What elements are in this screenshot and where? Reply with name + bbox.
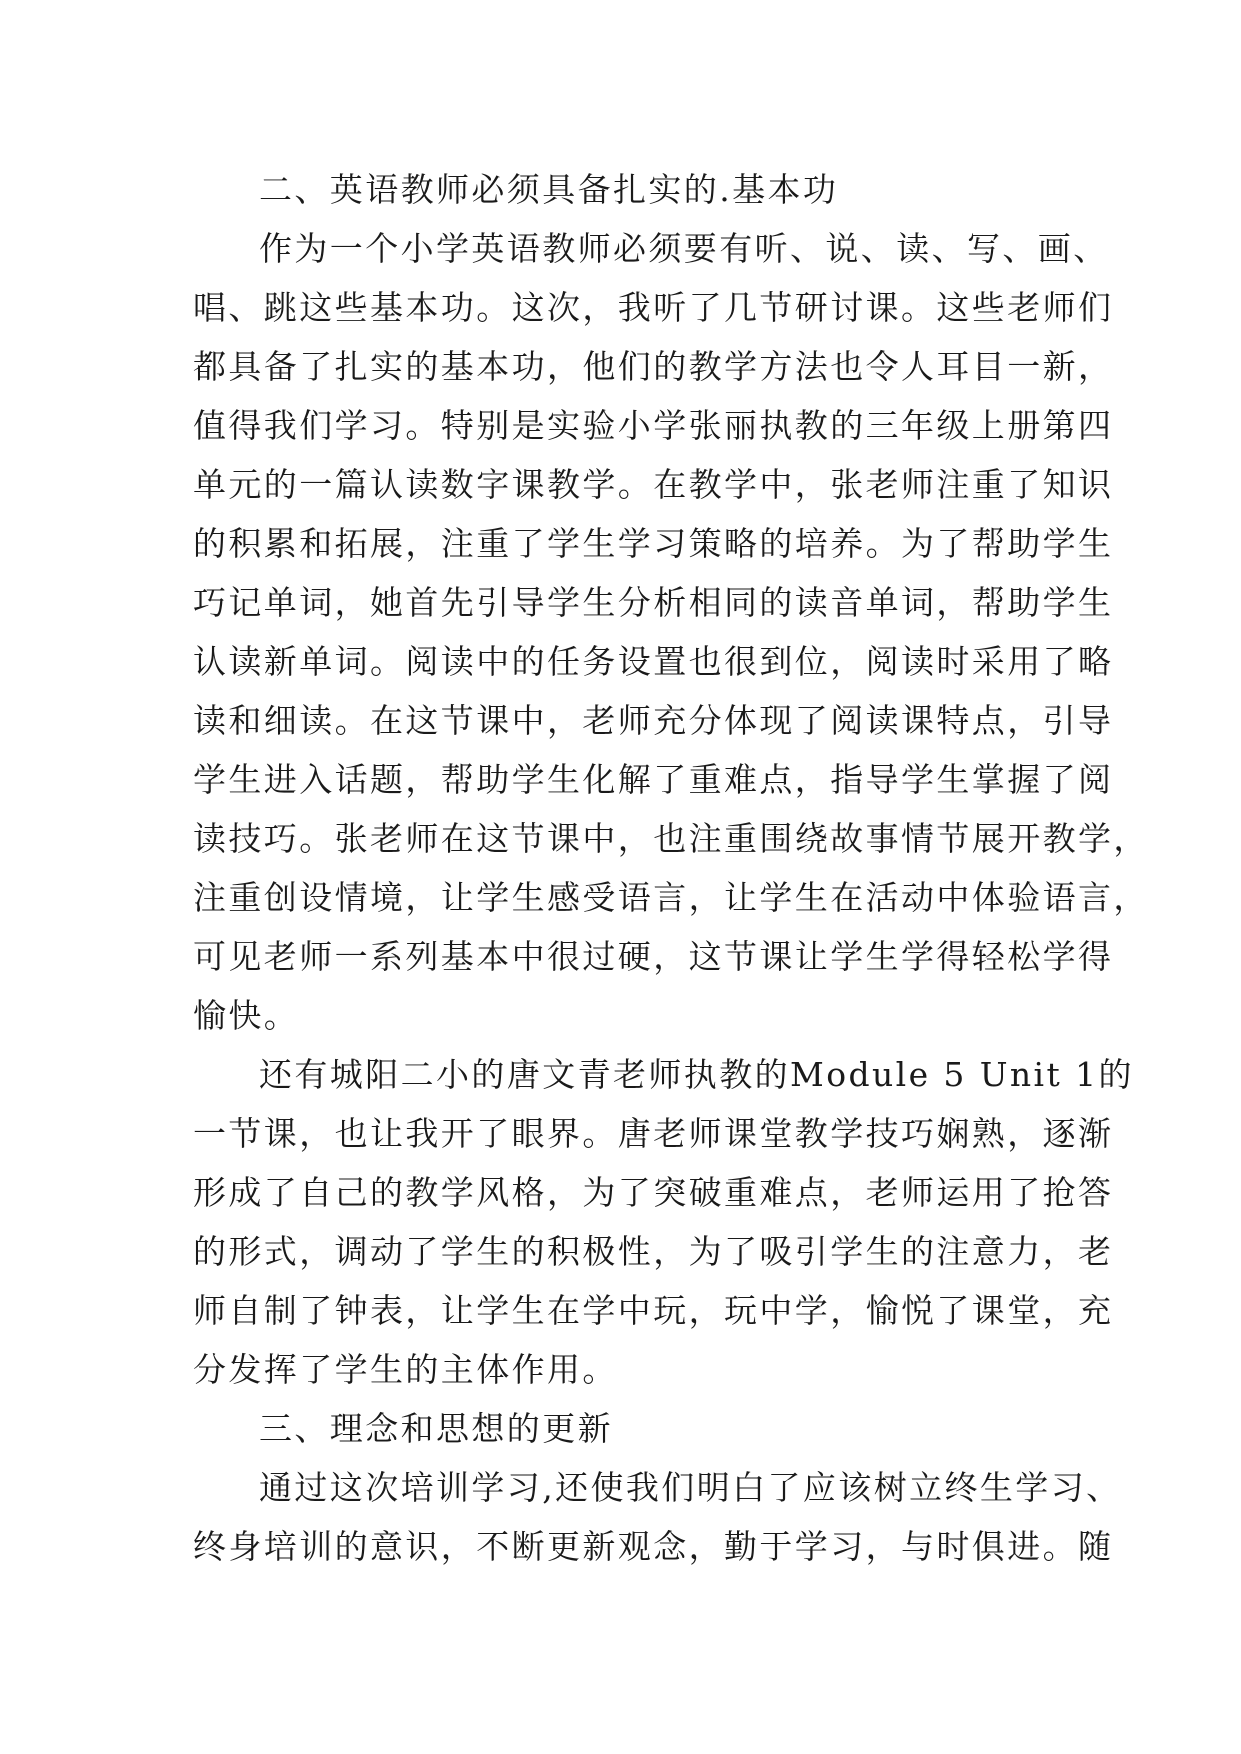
- paragraph-line: 注重创设情境，让学生感受语言，让学生在活动中体验语言，: [193, 878, 1149, 917]
- paragraph-line: 分发挥了学生的主体作用。: [193, 1350, 618, 1389]
- document-body: [193, 160, 1149, 1576]
- paragraph-line: 通过这次培训学习,还使我们明白了应该树立终生学习、: [259, 1468, 1122, 1507]
- paragraph-line: 读技巧。张老师在这节课中，也注重围绕故事情节展开教学，: [193, 819, 1149, 858]
- section-heading: 二、英语教师必须具备扎实的.基本功: [259, 170, 839, 209]
- paragraph-line: 的形式，调动了学生的积极性，为了吸引学生的注意力，老: [193, 1232, 1114, 1271]
- section-heading: 三、理念和思想的更新: [259, 1409, 613, 1448]
- paragraph-line: 终身培训的意识，不断更新观念，勤于学习，与时俱进。随: [193, 1527, 1114, 1566]
- paragraph-line: 形成了自己的教学风格，为了突破重难点，老师运用了抢答: [193, 1173, 1114, 1212]
- paragraph-line: 巧记单词，她首先引导学生分析相同的读音单词，帮助学生: [193, 583, 1114, 622]
- paragraph-line: 可见老师一系列基本中很过硬，这节课让学生学得轻松学得: [193, 937, 1114, 976]
- paragraph-line: 唱、跳这些基本功。这次，我听了几节研讨课。这些老师们: [193, 288, 1114, 327]
- paragraph-line: 还有城阳二小的唐文青老师执教的Module 5 Unit 1的: [259, 1055, 1134, 1094]
- paragraph-line: 值得我们学习。特别是实验小学张丽执教的三年级上册第四: [193, 406, 1114, 445]
- paragraph-line: 单元的一篇认读数字课教学。在教学中，张老师注重了知识: [193, 465, 1114, 504]
- paragraph-line: 学生进入话题，帮助学生化解了重难点，指导学生掌握了阅: [193, 760, 1114, 799]
- paragraph-line: 作为一个小学英语教师必须要有听、说、读、写、画、: [259, 229, 1109, 268]
- paragraph-line: 师自制了钟表，让学生在学中玩，玩中学，愉悦了课堂，充: [193, 1291, 1114, 1330]
- paragraph-line: 一节课，也让我开了眼界。唐老师课堂教学技巧娴熟，逐渐: [193, 1114, 1114, 1153]
- paragraph-line: 读和细读。在这节课中，老师充分体现了阅读课特点，引导: [193, 701, 1114, 740]
- paragraph-line: 愉快。: [193, 996, 300, 1035]
- paragraph-line: 认读新单词。阅读中的任务设置也很到位，阅读时采用了略: [193, 642, 1114, 681]
- paragraph-line: 的积累和拓展，注重了学生学习策略的培养。为了帮助学生: [193, 524, 1114, 563]
- paragraph-line: 都具备了扎实的基本功，他们的教学方法也令人耳目一新，: [193, 347, 1114, 386]
